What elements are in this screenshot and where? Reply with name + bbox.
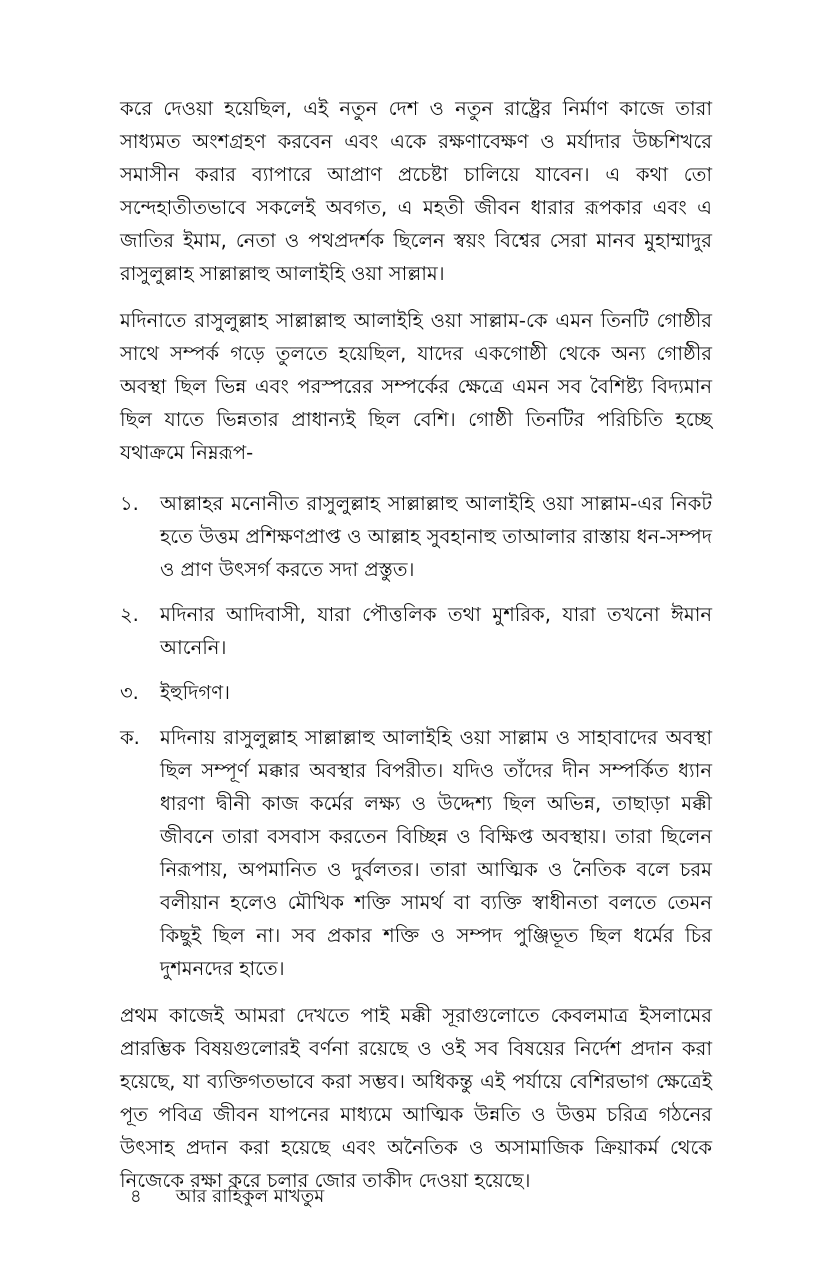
list-item — [120, 676, 712, 709]
note-item — [120, 721, 712, 985]
page-number: ৪ — [130, 1186, 142, 1207]
page-footer — [130, 1182, 324, 1213]
paragraph-2: মদিনাতে রাসুলুল্লাহ সাল্লাল্লাহু আলাইহি ওয়া সাল্লাম-কে এমন তিনটি গোষ্ঠীর সাথে সম্পর্ক গড়ে তুলতে হয়েছিল, যাদের একগোষ্ঠী থেকে অন্য গোষ্ঠীর অবস্থা ছিল ভিন্ন এবং পরস্পরের সম্পর্কের ক্ষেত্রে এমন সব বৈশিষ্ট্য বিদ্যমান ছিল যাতে ভিন্নতার প্রাধান্যই ছিল বেশি। গোষ্ঠী তিনটির পরিচিতি হচ্ছে যথাক্রমে নিম্নরূপ- — [120, 309, 712, 464]
list-item — [120, 598, 712, 664]
page-body — [120, 92, 712, 1211]
paragraph-1: করে দেওয়া হয়েছিল, এই নতুন দেশ ও নতুন রাষ্ট্রের নির্মাণ কাজে তারা সাধ্যমত অংশগ্রহণ করবেন এবং একে রক্ষণাবেক্ষণ ও মর্যাদার উচ্চশিখরে সমাসীন করার ব্যাপারে আপ্রাণ প্রচেষ্টা চালিয়ে যাবেন। এ কথা তো সন্দেহাতীতভাবে সকলেই অবগত, এ মহতী জীবন ধারার রূপকার এবং এ জাতির ইমাম, নেতা ও পথপ্রদর্শক ছিলেন স্বয়ং বিশ্বের সেরা মানব মুহাম্মাদুর রাসুলুল্লাহ সাল্লাল্লাহু আলাইহি ওয়া সাল্লাম। — [120, 97, 712, 285]
list-text: আল্লাহর মনোনীত রাসুলুল্লাহ সাল্লাল্লাহু আলাইহি ওয়া সাল্লাম-এর নিকট হতে উত্তম প্রশিক্ষণপ্রাপ্ত ও আল্লাহ সুবহানাহু তাআলার রাস্তায় ধন-সম্পদ ও প্রাণ উৎসর্গ করতে সদা প্রস্তুত। — [160, 492, 712, 581]
note-text: মদিনায় রাসুলুল্লাহ সাল্লাল্লাহু আলাইহি ওয়া সাল্লাম ও সাহাবাদের অবস্থা ছিল সম্পূর্ণ মক্কার অবস্থার বিপরীত। যদিও তাঁদের দীন সম্পর্কিত ধ্যান ধারণা দ্বীনী কাজ কর্মের লক্ষ্য ও উদ্দেশ্য ছিল অভিন্ন, তাছাড়া মক্কী জীবনে তারা বসবাস করতেন বিচ্ছিন্ন ও বিক্ষিপ্ত অবস্থায়। তারা ছিলেন নিরূপায়, অপমানিত ও দুর্বলতর। তারা আত্মিক ও নৈতিক বলে চরম বলীয়ান হলেও মৌখিক শক্তি সামর্থ বা ব্যক্তি স্বাধীনতা বলতে তেমন কিছুই ছিল না। সব প্রকার শক্তি ও সম্পদ পুঞ্জিভূত ছিল ধর্মের চির দুশমনদের হাতে। — [160, 726, 712, 980]
book-title: আর রাহিকুল মাখতুম — [175, 1186, 325, 1207]
paragraph-3: প্রথম কাজেই আমরা দেখতে পাই মক্কী সূরাগুলোতে কেবলমাত্র ইসলামের প্রারম্ভিক বিষয়গুলোরই বর্ণনা রয়েছে ও ওই সব বিষয়ের নির্দেশ প্রদান করা হয়েছে, যা ব্যক্তিগতভাবে করা সম্ভব। অধিকন্তু এই পর্যায়ে বেশিরভাগ ক্ষেত্রেই পূত পবিত্র জীবন যাপনের মাধ্যমে আত্মিক উন্নতি ও উত্তম চরিত্র গঠনের উৎসাহ প্রদান করা হয়েছে এবং অনৈতিক ও অসামাজিক ক্রিয়াকর্ম থেকে নিজেকে রক্ষা করে চলার জোর তাকীদ দেওয়া হয়েছে। — [120, 1004, 712, 1192]
note-label: ক. — [120, 726, 140, 749]
list-text: মদিনার আদিবাসী, যারা পৌত্তলিক তথা মুশরিক, যারা তখনো ঈমান আনেনি। — [160, 603, 712, 659]
list-item — [120, 487, 712, 586]
numbered-list — [120, 487, 712, 709]
list-number: ১. — [120, 492, 139, 515]
list-text: ইহুদিগণ। — [160, 681, 230, 704]
list-number: ৩. — [120, 681, 139, 704]
list-number: ২. — [120, 603, 139, 626]
